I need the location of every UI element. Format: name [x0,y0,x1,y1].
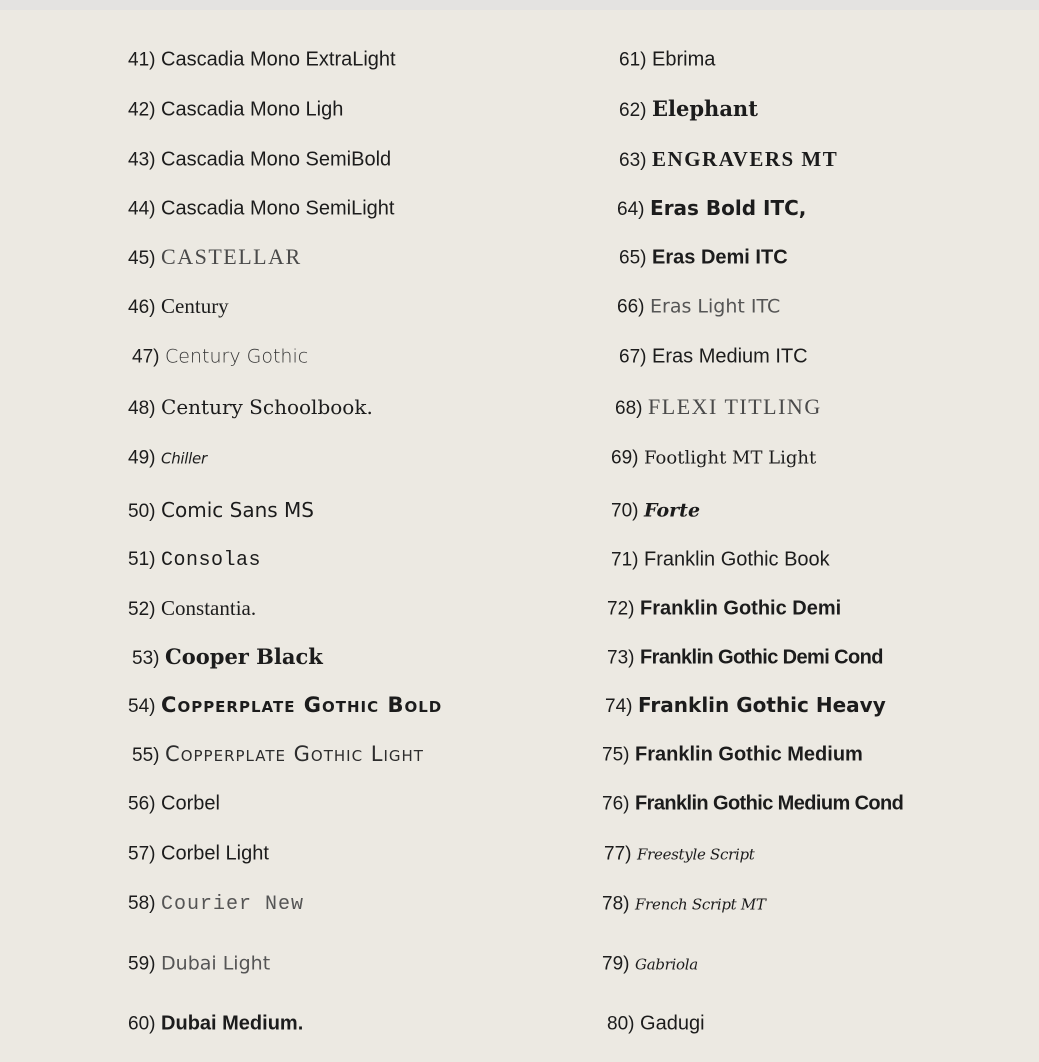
font-entry-name: Ebrima [652,48,716,71]
font-entry-name: Constantia. [161,596,257,620]
font-entry-name: Century Schoolbook. [161,395,373,419]
font-entry-number: 70) [611,500,639,522]
font-entry-number: 75) [602,744,630,766]
font-entry-name: Century [161,294,229,318]
font-entry [602,792,903,817]
font-entry [619,147,838,173]
font-entry-name: Elephant [652,96,758,121]
font-entry-name: Franklin Gothic Book [644,548,830,571]
font-entry-name: Cascadia Mono Ligh [161,98,344,121]
font-entry-number: 66) [617,296,645,318]
font-entry-name: Dubai Light [161,952,271,975]
font-entry-number: 62) [619,100,647,121]
font-entry [128,596,256,622]
font-entry [617,295,780,320]
font-entry-name: Freestyle Script [637,845,755,864]
font-entry-number: 49) [128,447,156,469]
font-entry-name: Eras Demi ITC [652,246,788,269]
font-entry-number: 59) [128,953,156,975]
font-entry-number: 58) [128,893,156,914]
font-entry [128,792,220,817]
font-entry-number: 48) [128,398,156,419]
font-entry-number: 55) [132,745,160,766]
font-entry-number: 60) [128,1013,156,1035]
font-entry-number: 51) [128,549,156,570]
font-entry-number: 67) [619,346,647,368]
font-entry [128,98,343,123]
font-entry-number: 45) [128,248,156,269]
font-entry-name: Eras Medium ITC [652,345,808,368]
font-entry [128,294,229,320]
top-bar [0,0,1039,10]
font-entry-number: 56) [128,793,156,815]
font-entry [128,547,261,573]
font-entry-number: 61) [619,49,647,71]
font-entry-number: 53) [132,648,160,669]
font-entry-number: 79) [602,953,630,975]
font-entry-name: Footlight MT Light [644,447,817,469]
font-entry-name: Eras Bold ITC, [650,196,807,220]
font-entry [128,197,395,222]
font-entry-name: Cascadia Mono ExtraLight [161,48,396,71]
font-entry-number: 73) [607,647,635,669]
font-entry-number: 42) [128,99,156,121]
font-entry-number: 47) [132,346,160,368]
font-entry [607,1012,705,1037]
font-entry [128,148,391,173]
font-entry [611,446,816,471]
font-entry-number: 64) [617,199,645,220]
font-entry-name: CASTELLAR [161,244,302,269]
font-entry-number: 46) [128,297,156,318]
font-entry-number: 71) [611,549,639,571]
font-entry-name: Franklin Gothic Demi Cond [640,646,883,669]
font-entry [128,842,269,867]
font-entry-number: 44) [128,198,156,220]
font-entry [132,645,323,671]
font-entry-number: 65) [619,247,647,269]
font-entry-number: 43) [128,149,156,171]
font-entry-number: 41) [128,49,156,71]
font-entry-name: Dubai Medium. [161,1012,304,1035]
font-entry-name: Franklin Gothic Medium [635,743,863,766]
font-entry [132,742,424,768]
font-entry-name: Franklin Gothic Medium Cond [635,792,904,815]
font-entry [611,499,700,524]
font-entry [605,693,886,719]
font-entry-number: 57) [128,843,156,865]
font-entry-number: 78) [602,893,630,915]
font-entry [128,498,314,524]
font-entry [602,952,698,977]
font-entry [615,395,822,421]
font-entry-name: Cascadia Mono SemiBold [161,148,392,171]
font-entry-number: 72) [607,598,635,620]
font-entry-name: Franklin Gothic Demi [640,597,842,620]
font-entry [602,892,766,917]
font-entry-number: 54) [128,696,156,717]
font-entry [128,48,396,73]
font-entry-name: ENGRAVERS MT [652,147,839,171]
font-entry-name: Century Gothic [165,345,309,368]
font-entry [128,446,207,471]
font-entry-number: 69) [611,447,639,469]
font-entry-name: Copperplate Gothic Light [165,742,424,766]
font-entry-name: Chiller [161,449,207,468]
font-entry [132,345,308,370]
font-entry-name: Cascadia Mono SemiLight [161,197,395,220]
font-entry-number: 80) [607,1013,635,1035]
font-entry-number: 63) [619,150,647,171]
font-entry-name: Forte [644,499,701,522]
font-entry-number: 77) [604,843,632,865]
font-entry-number: 76) [602,793,630,815]
font-entry [607,597,841,622]
font-entry [619,345,808,370]
font-entry-number: 68) [615,398,643,419]
font-entry [611,548,830,573]
font-entry-name: FLEXI TITLING [648,394,822,419]
font-entry-name: Copperplate Gothic Bold [161,693,443,717]
font-entry-number: 74) [605,696,633,717]
font-entry [128,245,302,271]
font-entry [604,842,754,867]
font-entry-number: 52) [128,599,156,620]
font-entry [128,891,304,917]
font-entry-name: Cooper Black [165,644,323,669]
font-entry-number: 50) [128,501,156,522]
font-entry [602,743,863,768]
font-entry-name: Comic Sans MS [161,498,314,522]
font-entry [607,646,883,671]
font-entry-name: French Script MT [635,895,766,914]
font-entry [128,693,442,719]
font-entry-name: Courier New [161,893,305,916]
font-entry [128,1012,303,1037]
font-entry [619,48,715,73]
font-entry [619,97,758,123]
font-entry [128,952,270,977]
font-entry [619,246,788,271]
font-entry [128,395,373,421]
font-entry-name: Corbel Light [161,842,269,865]
font-entry-name: Gadugi [640,1012,705,1035]
font-entry [617,196,806,222]
font-entry-name: Consolas [161,549,262,572]
font-entry-name: Franklin Gothic Heavy [638,693,886,717]
font-entry-name: Gabriola [635,955,698,974]
font-entry-name: Eras Light ITC [650,295,781,318]
font-entry-name: Corbel [161,792,220,815]
